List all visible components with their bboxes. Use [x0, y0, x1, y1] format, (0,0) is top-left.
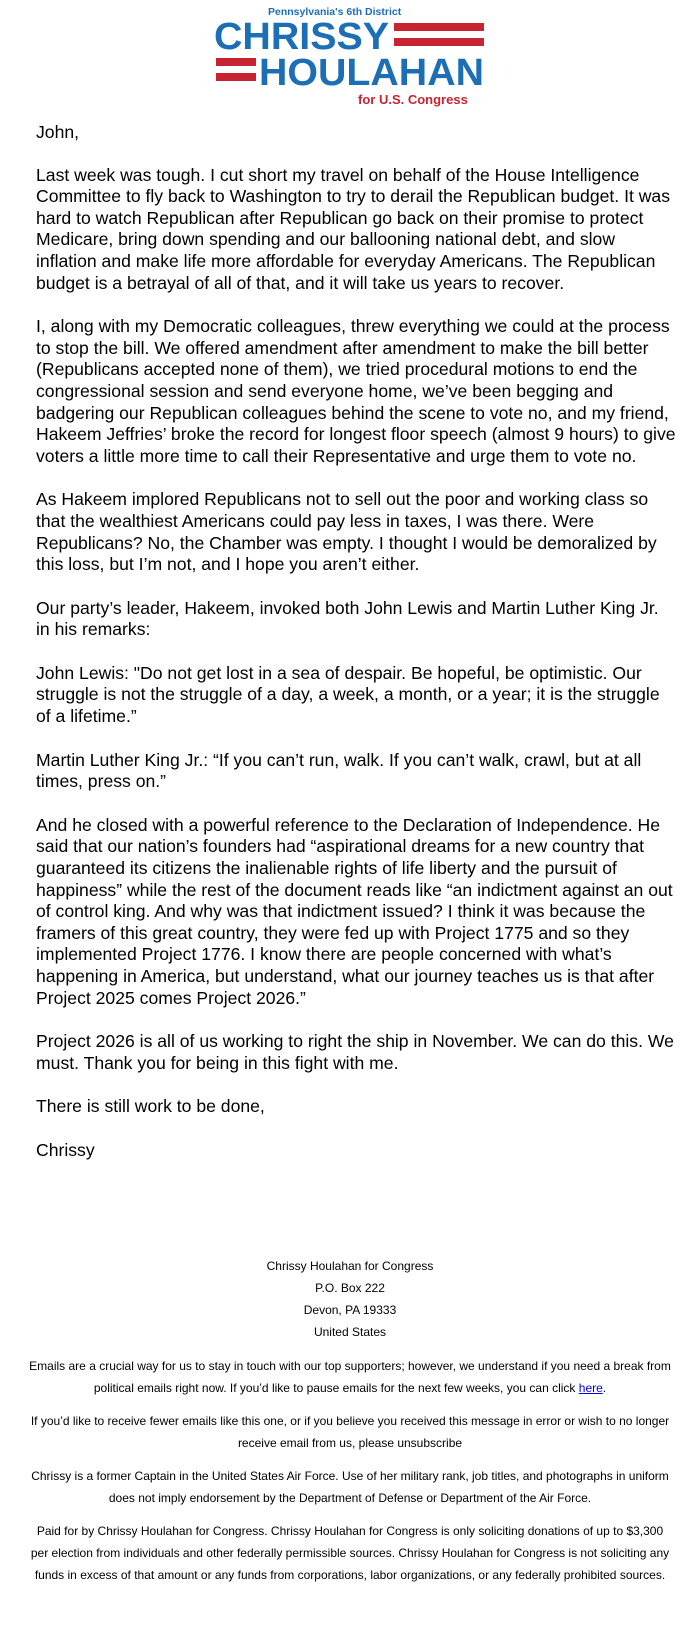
letter-salutation: John,: [36, 122, 80, 142]
logo-stripe: [216, 73, 256, 81]
address-city: Devon, PA 19333: [303, 1303, 397, 1317]
mailing-address: [28, 1255, 672, 1343]
logo-last-name: HOULAHAN: [259, 52, 484, 94]
logo-stripe: [394, 23, 484, 31]
letter-paragraph: Martin Luther King Jr.: “If you can’t run, walk. If you can’t walk, crawl, but at all times, press on.”: [36, 749, 642, 792]
letter-closing: There is still work to be done,: [36, 1096, 265, 1117]
pause-emails-end: .: [602, 1381, 607, 1395]
letter-paragraph: Project 2026 is all of us working to right the ship in November. We can do this. We must. Thank you for being in this fight with me.: [36, 1031, 674, 1073]
address-country: United States: [313, 1325, 387, 1339]
unsubscribe-notice: If you’d like to receive fewer emails like this one, or if you believe you received this message in error or wish to no longer receive email from us, please unsubscribe: [30, 1414, 670, 1450]
address-po-box: P.O. Box 222: [315, 1281, 385, 1295]
pause-emails-notice: [28, 1355, 672, 1399]
letter-body: [36, 122, 676, 1184]
letter-paragraph: I, along with my Democratic colleagues, threw everything we could at the process to stop the bill. We offered amendment after amendment to make the bill better (Republicans accepted none of them), we tried procedural motions to end the congressional session and send everyone home, we’ve been begging and badgering our Republican colleagues behind the scene to vote no, and my friend, Hakeem Jeffries’ broke the record for longest floor speech (almost 9 hours) to give voters a little more time to call their Representative and urge them to vote no.: [36, 316, 676, 466]
logo-district: Pennsylvania's 6th District: [268, 6, 402, 18]
pause-emails-link[interactable]: here: [578, 1381, 603, 1395]
campaign-logo: [0, 0, 700, 112]
logo-stripe: [216, 58, 256, 66]
pause-emails-text: Emails are a crucial way for us to stay in touch with our top supporters; however, we understand if you need a break from political emails right now. If you’d like to pause emails for the next few weeks, you can click: [29, 1359, 671, 1395]
letter-paragraph: Last week was tough. I cut short my travel on behalf of the House Intelligence Committee to fly back to Washington to try to derail the Republican budget. It was hard to watch Republican after Republican go back on their promise to protect Medicare, bring down spending and our ballooning national debt, and slow inflation and make life more affordable for everyday Americans. The Republican budget is a betrayal of all of that, and it will take us years to recover.: [36, 164, 671, 293]
military-disclaimer: Chrissy is a former Captain in the United States Air Force. Use of her military rank, job titles, and photographs in uniform does not imply endorsement by the Department of Defense or Department of the Air Force.: [31, 1469, 669, 1505]
letter-signature: Chrissy: [36, 1139, 95, 1160]
letter-paragraph: As Hakeem implored Republicans not to sell out the poor and working class so that the wealthiest Americans could pay less in taxes, I was there. Were Republicans? No, the Chamber was empty. I thought I would be demoralized by this loss, but I’m not, and I hope you aren’t either.: [36, 489, 657, 575]
email-footer: [28, 1255, 672, 1597]
campaign-logo-graphic: [0, 0, 700, 112]
logo-tagline: for U.S. Congress: [358, 92, 468, 107]
letter-paragraph: And he closed with a powerful reference to the Declaration of Independence. He said that our nation’s founders had “aspirational dreams for a new country that guaranteed its citizens the inalienable rights of life liberty and the pursuit of happiness” while the rest of the document reads like “an indictment against an out of control king. And why was that indictment issued? I think it was because the framers of this great country, they were fed up with Project 1775 and so they implemented Project 1776. I know there are people concerned with what’s happening in America, but understand, what our journey teaches us is that after Project 2025 comes Project 2026.”: [36, 814, 673, 1008]
letter-paragraph: John Lewis: "Do not get lost in a sea of despair. Be hopeful, be optimistic. Our struggle is not the struggle of a day, a week, a month, or a year; it is the struggle of a lifetime.”: [36, 662, 660, 727]
paid-for-disclaimer: Paid for by Chrissy Houlahan for Congress. Chrissy Houlahan for Congress is only soliciting donations of up to $3,300 per election from individuals and other federally permissible sources. Chrissy Houlahan for Congress is not soliciting any funds in excess of that amount or any funds from corporations, labor organizations, or any federally prohibited sources.: [30, 1524, 670, 1582]
logo-stripe: [394, 38, 484, 46]
letter-paragraph: Our party’s leader, Hakeem, invoked both John Lewis and Martin Luther King Jr. in his remarks:: [36, 597, 659, 640]
logo-first-name: CHRISSY: [214, 16, 389, 58]
address-name: Chrissy Houlahan for Congress: [266, 1259, 434, 1273]
